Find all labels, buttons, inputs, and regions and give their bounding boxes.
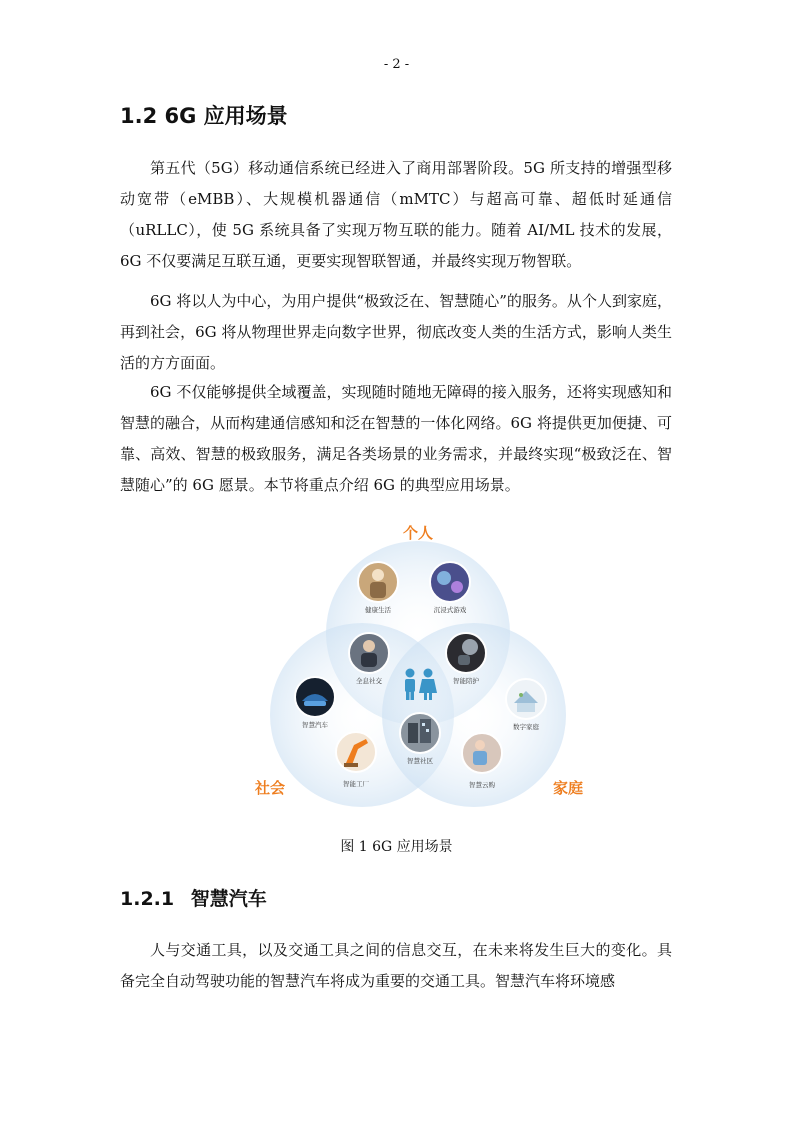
figure-caption: 图 1 6G 应用场景: [340, 839, 453, 855]
health-label: 健康生活: [365, 606, 391, 614]
section-title: 6G 应用场景: [164, 104, 288, 128]
smart-shopping-label: 智慧云购: [469, 781, 495, 789]
smart-factory-label: 智能工厂: [343, 780, 369, 788]
subsection-title: 智慧汽车: [190, 888, 267, 910]
paragraph-people-centric: 6G 将以人为中心，为用户提供“极致泛在、智慧随心”的服务。从个人到家庭，再到社会，6G 将从物理世界走向数字世界，彻底改变人类的生活方式，影响人类生活的方方面面。: [120, 292, 672, 372]
subsection-number: 1.2.1: [120, 888, 175, 910]
section-number: 1.2: [120, 104, 158, 128]
holographic-social-label: 全息社交: [356, 677, 382, 685]
digital-home-label: 数字家庭: [513, 723, 539, 731]
smart-community-label: 智慧社区: [407, 757, 433, 765]
paragraph-coverage: 6G 不仅能够提供全域覆盖，实现随时随地无障碍的接入服务，还将实现感知和智慧的融合，从而构建通信感知和泛在智慧的一体化网络。6G 将提供更加便捷、可靠、高效、智慧的极致服务，满足各类场景的业务需求，并最终实现“极致泛在、智慧随心”的 6G 愿景。本节将重点介绍 6G 的典型应用场景。: [120, 383, 672, 494]
smart-car-label: 智慧汽车: [302, 721, 328, 729]
paragraph-smart-car: 人与交通工具，以及交通工具之间的信息交互，在未来将发生巨大的变化。具备完全自动驾驶功能的智慧汽车将成为重要的交通工具。智慧汽车将环境感: [120, 941, 672, 990]
immersive-game-label: 沉浸式游戏: [433, 606, 467, 614]
scenario-venn-diagram: [250, 515, 584, 810]
page-number: - 2 -: [383, 57, 410, 72]
node-immersive-game: [430, 562, 470, 614]
label-society: 社会: [254, 779, 286, 797]
label-personal: 个人: [402, 524, 434, 542]
label-home: 家庭: [552, 779, 584, 797]
paragraph-intro: 第五代（5G）移动通信系统已经进入了商用部署阶段。5G 所支持的增强型移动宽带（eMBB）、大规模机器通信（mMTC）与超高可靠、超低时延通信（uRLLC），使 5G 系统具备了实现万物互联的能力。随着 AI/ML 技术的发展，6G 不仅要满足互联互通，更要实现智联智通，并最终实现万物智联。: [120, 159, 672, 270]
smart-care-label: 智能陪护: [453, 677, 479, 685]
section-heading: [120, 100, 288, 130]
subsection-heading: [120, 884, 267, 911]
